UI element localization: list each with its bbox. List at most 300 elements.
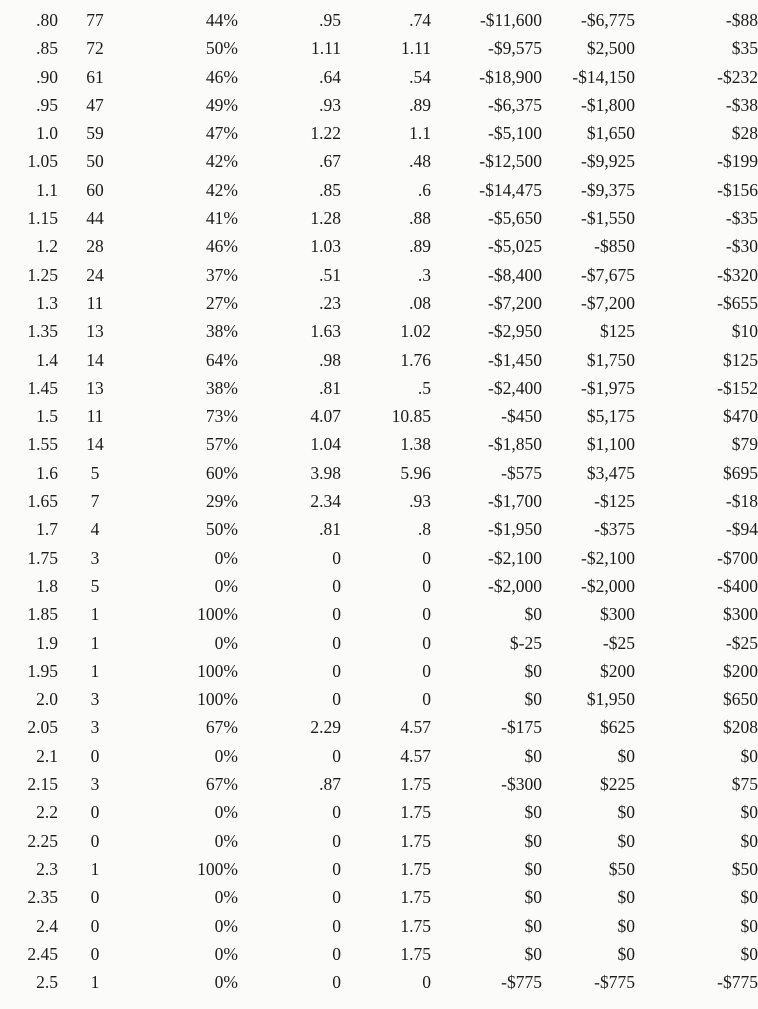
table-cell: 24 (86, 264, 104, 285)
table-cell: 1.75 (400, 943, 431, 964)
table-cell: $50 (731, 858, 758, 879)
table-row (0, 827, 758, 855)
table-cell: 1 (90, 632, 100, 653)
table-cell: -$7,200 (581, 292, 635, 313)
table-cell: 5 (90, 575, 100, 596)
table-cell: .67 (319, 151, 341, 172)
table-cell: 1 (90, 972, 100, 993)
table-cell: 1.76 (400, 349, 431, 370)
table-cell: -$25 (725, 632, 758, 653)
table-cell: 14 (86, 434, 104, 455)
table-cell: 0 (90, 830, 100, 851)
table-cell: -$9,925 (581, 151, 635, 172)
table-cell: 0 (90, 915, 100, 936)
table-cell: 1.95 (27, 660, 58, 681)
table-cell: $0 (524, 858, 542, 879)
table-cell: 2.45 (27, 943, 58, 964)
table-cell: $0 (524, 745, 542, 766)
table-cell: -$6,375 (488, 94, 542, 115)
table-cell: 1.55 (27, 434, 58, 455)
table-cell: 1.65 (27, 491, 58, 512)
table-cell: $0 (617, 830, 635, 851)
table-cell: 2.4 (36, 915, 58, 936)
table-cell: -$5,100 (488, 123, 542, 144)
table-cell: 4 (90, 519, 100, 540)
table-cell: 0% (214, 547, 238, 568)
table-cell: -$1,800 (581, 94, 635, 115)
table-cell: 0 (332, 943, 341, 964)
table-cell: $0 (617, 915, 635, 936)
table-cell: .23 (319, 292, 341, 313)
table-cell: 1.1 (36, 179, 58, 200)
table-cell: $5,175 (586, 406, 635, 427)
table-cell: 1.8 (36, 575, 58, 596)
table-cell: -$8,400 (488, 264, 542, 285)
table-cell: $2,500 (586, 38, 635, 59)
table-cell: 44% (205, 10, 238, 30)
table-cell: 3 (90, 689, 100, 710)
table-row (0, 883, 758, 911)
table-row (0, 600, 758, 628)
table-row (0, 63, 758, 91)
table-cell: -$35 (725, 208, 758, 229)
table-cell: -$9,575 (488, 38, 542, 59)
table-cell: .8 (417, 519, 431, 540)
table-cell: .80 (36, 10, 58, 30)
table-cell: $0 (524, 830, 542, 851)
table-cell: .87 (319, 774, 341, 795)
table-cell: -$14,150 (572, 66, 635, 87)
table-cell: $200 (723, 660, 758, 681)
table-cell: 1.38 (400, 434, 431, 455)
table-cell: -$18,900 (479, 66, 542, 87)
table-cell: 1.75 (27, 547, 58, 568)
table-cell: 38% (205, 377, 238, 398)
table-row (0, 232, 758, 260)
table-cell: 1.1 (409, 123, 431, 144)
table-cell: 57% (205, 434, 238, 455)
table-cell: 59 (86, 123, 104, 144)
table-cell: -$7,675 (581, 264, 635, 285)
table-cell: 1.2 (36, 236, 58, 257)
table-cell: -$2,950 (488, 321, 542, 342)
table-cell: 0 (332, 632, 341, 653)
table-row (0, 430, 758, 458)
table-cell: $0 (740, 887, 758, 908)
table-cell: $0 (740, 830, 758, 851)
table-cell: 67% (205, 774, 238, 795)
table-cell: 10.85 (391, 406, 431, 427)
table-row (0, 289, 758, 317)
table-cell: 3 (90, 774, 100, 795)
table-cell: $625 (600, 717, 635, 738)
table-cell: 2.34 (310, 491, 341, 512)
table-cell: 2.0 (36, 689, 58, 710)
table-cell: -$575 (501, 462, 542, 483)
table-cell: 0 (422, 632, 431, 653)
table-cell: -$1,450 (488, 349, 542, 370)
table-cell: 1.75 (400, 830, 431, 851)
table-cell: 28 (86, 236, 104, 257)
table-row (0, 34, 758, 62)
table-cell: 0 (332, 604, 341, 625)
table-cell: -$18 (725, 491, 758, 512)
table-cell: 4.57 (400, 717, 431, 738)
table-cell: 5 (90, 462, 100, 483)
table-cell: $-25 (509, 632, 542, 653)
table-cell: 50% (205, 38, 238, 59)
table-row (0, 346, 758, 374)
table-row (0, 713, 758, 741)
table-cell: 14 (86, 349, 104, 370)
table-cell: 1.0 (36, 123, 58, 144)
table-cell: .95 (36, 94, 58, 115)
table-cell: -$2,100 (488, 547, 542, 568)
table-cell: 38% (205, 321, 238, 342)
table-cell: -$2,000 (488, 575, 542, 596)
table-cell: .81 (319, 377, 341, 398)
table-cell: .93 (409, 491, 431, 512)
table-cell: 1.5 (36, 406, 58, 427)
table-cell: $79 (731, 434, 758, 455)
table-cell: 73% (205, 406, 238, 427)
table-row (0, 515, 758, 543)
table-cell: $0 (740, 943, 758, 964)
table-row (0, 912, 758, 940)
table-cell: 0 (90, 802, 100, 823)
table-row (0, 855, 758, 883)
table-cell: $470 (723, 406, 758, 427)
table-cell: 47% (205, 123, 238, 144)
table-cell: $0 (524, 689, 542, 710)
table-cell: 47 (86, 94, 104, 115)
table-cell: 4.57 (400, 745, 431, 766)
table-cell: 1.6 (36, 462, 58, 483)
table-cell: 0 (332, 830, 341, 851)
table-cell: -$152 (717, 377, 758, 398)
table-cell: 0% (214, 972, 238, 993)
table-cell: $0 (617, 887, 635, 908)
results-table (0, 6, 758, 996)
table-cell: 1.75 (400, 915, 431, 936)
table-cell: 3 (90, 717, 100, 738)
table-row (0, 119, 758, 147)
table-cell: -$6,775 (581, 10, 635, 30)
table-cell: -$320 (717, 264, 758, 285)
table-cell: 0 (332, 802, 341, 823)
table-cell: -$1,850 (488, 434, 542, 455)
table-cell: 2.2 (36, 802, 58, 823)
table-cell: 41% (205, 208, 238, 229)
table-cell: .85 (319, 179, 341, 200)
table-cell: $35 (731, 38, 758, 59)
table-cell: $208 (723, 717, 758, 738)
table-cell: $75 (731, 774, 758, 795)
table-cell: 37% (205, 264, 238, 285)
table-cell: 0 (90, 887, 100, 908)
table-cell: -$1,950 (488, 519, 542, 540)
table-cell: 2.25 (27, 830, 58, 851)
table-cell: 1.75 (400, 802, 431, 823)
table-cell: $0 (617, 943, 635, 964)
table-cell: 46% (205, 66, 238, 87)
table-cell: 29% (205, 491, 238, 512)
table-row (0, 91, 758, 119)
table-cell: 100% (197, 858, 238, 879)
table-cell: 0 (332, 972, 341, 993)
table-cell: 1.85 (27, 604, 58, 625)
table-cell: $1,650 (586, 123, 635, 144)
table-cell: .51 (319, 264, 341, 285)
table-cell: 0 (422, 689, 431, 710)
table-cell: 1.75 (400, 887, 431, 908)
table-row (0, 968, 758, 996)
table-cell: -$450 (501, 406, 542, 427)
table-cell: -$375 (594, 519, 635, 540)
table-cell: 100% (197, 660, 238, 681)
table-cell: 0 (332, 575, 341, 596)
table-cell: 1.11 (401, 38, 431, 59)
table-cell: 0 (332, 689, 341, 710)
table-cell: 50% (205, 519, 238, 540)
table-cell: 0% (214, 887, 238, 908)
table-cell: .81 (319, 519, 341, 540)
table-cell: 2.05 (27, 717, 58, 738)
table-cell: -$199 (717, 151, 758, 172)
table-cell: .93 (319, 94, 341, 115)
table-cell: .6 (417, 179, 431, 200)
table-cell: 1.3 (36, 292, 58, 313)
table-cell: -$38 (725, 94, 758, 115)
table-cell: 7 (90, 491, 100, 512)
table-cell: 1.04 (310, 434, 341, 455)
table-cell: 1 (90, 858, 100, 879)
table-cell: $1,950 (586, 689, 635, 710)
table-cell: $0 (524, 915, 542, 936)
table-cell: $0 (740, 745, 758, 766)
table-cell: 67% (205, 717, 238, 738)
table-cell: -$9,375 (581, 179, 635, 200)
table-row (0, 374, 758, 402)
table-cell: 2.35 (27, 887, 58, 908)
table-cell: 0% (214, 802, 238, 823)
table-cell: -$1,700 (488, 491, 542, 512)
table-cell: 1.05 (27, 151, 58, 172)
table-cell: 0 (422, 547, 431, 568)
table-cell: $0 (524, 943, 542, 964)
table-row (0, 742, 758, 770)
table-body (0, 6, 758, 996)
table-cell: 100% (197, 689, 238, 710)
table-row (0, 204, 758, 232)
table-cell: -$2,100 (581, 547, 635, 568)
table-cell: 4.07 (310, 406, 341, 427)
table-cell: 1.75 (400, 774, 431, 795)
table-cell: .95 (319, 10, 341, 30)
table-cell: 60% (205, 462, 238, 483)
table-cell: 13 (86, 321, 104, 342)
table-cell: 0 (422, 972, 431, 993)
table-cell: 1 (90, 604, 100, 625)
table-cell: -$14,475 (479, 179, 542, 200)
table-cell: .54 (409, 66, 431, 87)
table-cell: .90 (36, 66, 58, 87)
table-cell: 1.28 (310, 208, 341, 229)
table-cell: -$775 (594, 972, 635, 993)
table-cell: 2.15 (27, 774, 58, 795)
table-cell: -$655 (717, 292, 758, 313)
table-cell: $0 (524, 802, 542, 823)
table-cell: 11 (86, 292, 104, 313)
table-cell: .98 (319, 349, 341, 370)
table-cell: 0 (90, 745, 100, 766)
table-cell: .5 (417, 377, 431, 398)
table-row (0, 770, 758, 798)
table-cell: 0 (332, 660, 341, 681)
table-cell: $1,100 (586, 434, 635, 455)
table-cell: 0 (422, 575, 431, 596)
table-cell: 1.75 (400, 858, 431, 879)
table-cell: $650 (723, 689, 758, 710)
table-cell: 1.45 (27, 377, 58, 398)
table-cell: 77 (86, 10, 104, 30)
table-cell: 1.02 (400, 321, 431, 342)
table-cell: -$156 (717, 179, 758, 200)
table-cell: 0 (332, 887, 341, 908)
table-cell: .64 (319, 66, 341, 87)
table-cell: 1.7 (36, 519, 58, 540)
table-row (0, 487, 758, 515)
table-cell: -$1,975 (581, 377, 635, 398)
table-cell: 0% (214, 632, 238, 653)
table-cell: 46% (205, 236, 238, 257)
table-cell: 49% (205, 94, 238, 115)
table-cell: -$12,500 (479, 151, 542, 172)
table-cell: $28 (731, 123, 758, 144)
table-cell: 1.4 (36, 349, 58, 370)
table-cell: 11 (86, 406, 104, 427)
table-cell: 0 (332, 547, 341, 568)
table-row (0, 544, 758, 572)
table-cell: $0 (524, 887, 542, 908)
table-cell: 0 (90, 943, 100, 964)
table-cell: 0 (332, 858, 341, 879)
table-cell: 0% (214, 745, 238, 766)
table-cell: -$25 (602, 632, 635, 653)
table-cell: $0 (740, 915, 758, 936)
table-cell: 100% (197, 604, 238, 625)
table-cell: .74 (409, 10, 431, 30)
table-cell: $10 (731, 321, 758, 342)
table-cell: 1.35 (27, 321, 58, 342)
table-cell: $50 (608, 858, 635, 879)
table-cell: -$94 (725, 519, 758, 540)
table-cell: $225 (600, 774, 635, 795)
table-cell: $300 (600, 604, 635, 625)
table-cell: 3 (90, 547, 100, 568)
table-row (0, 147, 758, 175)
table-cell: 2.5 (36, 972, 58, 993)
table-cell: -$11,600 (479, 10, 542, 30)
table-cell: 50 (86, 151, 104, 172)
table-cell: 1.63 (310, 321, 341, 342)
table-cell: 0% (214, 943, 238, 964)
table-row (0, 176, 758, 204)
table-cell: 64% (205, 349, 238, 370)
table-cell: 2.1 (36, 745, 58, 766)
table-cell: 0 (422, 604, 431, 625)
table-cell: -$232 (717, 66, 758, 87)
table-cell: 0% (214, 830, 238, 851)
table-cell: -$125 (594, 491, 635, 512)
table-row (0, 798, 758, 826)
table-cell: $1,750 (586, 349, 635, 370)
table-cell: 13 (86, 377, 104, 398)
table-cell: 0 (422, 660, 431, 681)
table-cell: 1.03 (310, 236, 341, 257)
table-row (0, 940, 758, 968)
table-row (0, 572, 758, 600)
table-row (0, 402, 758, 430)
table-cell: 0% (214, 915, 238, 936)
table-cell: 72 (86, 38, 104, 59)
table-cell: $300 (723, 604, 758, 625)
table-cell: -$2,400 (488, 377, 542, 398)
table-cell: 1.9 (36, 632, 58, 653)
table-cell: -$400 (717, 575, 758, 596)
table-row (0, 685, 758, 713)
table-cell: 61 (86, 66, 104, 87)
table-cell: 60 (86, 179, 104, 200)
table-row (0, 317, 758, 345)
table-cell: $0 (617, 802, 635, 823)
table-cell: 1.15 (27, 208, 58, 229)
table-cell: $125 (723, 349, 758, 370)
table-cell: 5.96 (400, 462, 431, 483)
table-cell: -$30 (725, 236, 758, 257)
table-cell: .89 (409, 94, 431, 115)
table-cell: 1.25 (27, 264, 58, 285)
table-cell: 44 (86, 208, 104, 229)
table-cell: $0 (524, 604, 542, 625)
table-cell: 2.29 (310, 717, 341, 738)
table-cell: 0 (332, 745, 341, 766)
table-cell: .89 (409, 236, 431, 257)
table-cell: -$850 (594, 236, 635, 257)
table-cell: .88 (409, 208, 431, 229)
table-cell: 0 (332, 915, 341, 936)
table-cell: 42% (205, 179, 238, 200)
table-row (0, 459, 758, 487)
table-cell: 0% (214, 575, 238, 596)
table-cell: 1.11 (311, 38, 341, 59)
table-cell: -$7,200 (488, 292, 542, 313)
table-cell: $200 (600, 660, 635, 681)
table-cell: 3.98 (310, 462, 341, 483)
table-cell: -$775 (501, 972, 542, 993)
table-cell: 42% (205, 151, 238, 172)
table-row (0, 6, 758, 34)
table-cell: 1 (90, 660, 100, 681)
table-cell: $0 (524, 660, 542, 681)
table-cell: 2.3 (36, 858, 58, 879)
table-cell: 27% (205, 292, 238, 313)
table-cell: 1.22 (310, 123, 341, 144)
table-row (0, 657, 758, 685)
table-cell: -$1,550 (581, 208, 635, 229)
table-cell: .48 (409, 151, 431, 172)
table-row (0, 261, 758, 289)
